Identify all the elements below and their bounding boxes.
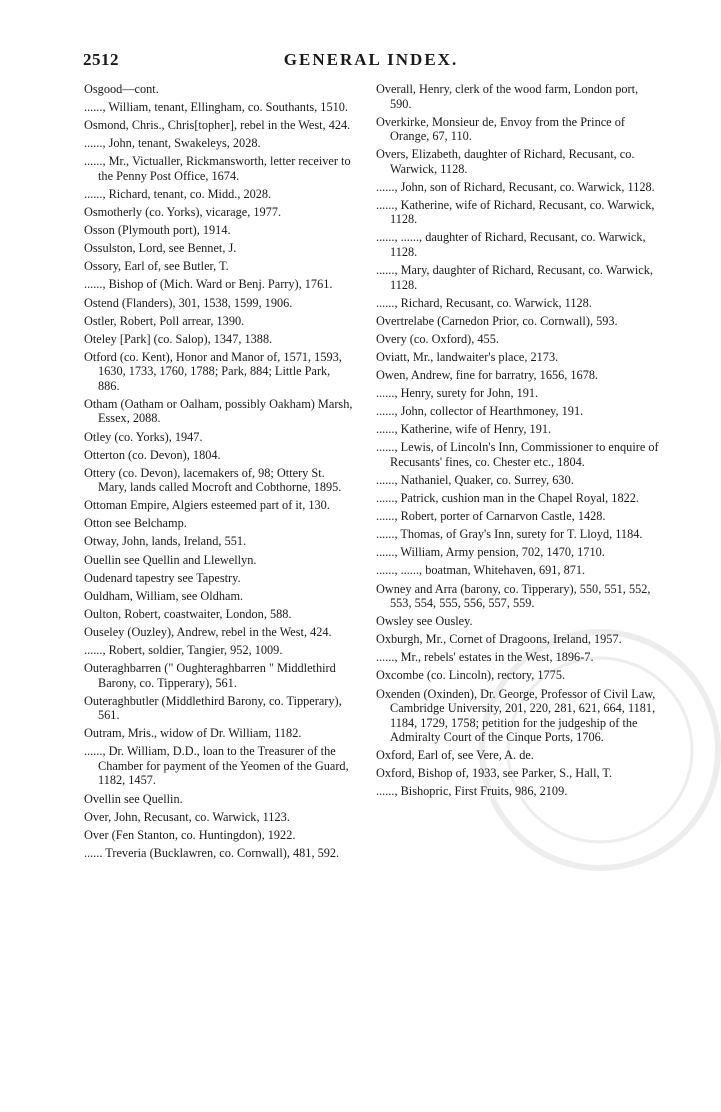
right-index-entry: ......, Thomas, of Gray's Inn, surety for T. Lloyd, 1184. xyxy=(376,527,643,542)
right-index-entry: Owen, Andrew, fine for barratry, 1656, 1678. xyxy=(376,368,599,383)
right-index-entry: Overall, Henry, clerk of the wood farm, London port, 590. xyxy=(376,82,639,111)
right-index-entry: Owney and Arra (barony, co. Tipperary), 550, 551, 552, 553, 554, 555, 556, 557, 559. xyxy=(376,581,651,611)
left-index-entry: Ossory, Earl of, see Butler, T. xyxy=(84,259,229,274)
left-index-entry: Osmotherly (co. Yorks), vicarage, 1977. xyxy=(84,205,282,220)
left-index-entry: Otterton (co. Devon), 1804. xyxy=(84,447,221,462)
left-index-entry: Over, John, Recusant, co. Warwick, 1123. xyxy=(84,809,290,824)
left-index-entry: ......, Mr., Victualler, Rickmansworth, letter receiver to the Penny Post Office, 1674. xyxy=(84,154,351,183)
left-index-entry: Outeraghbarren (" Oughteraghbarren " Middlethird Barony, co. Tipperary), 561. xyxy=(84,661,336,690)
right-index-entry: Owsley see Ousley. xyxy=(376,614,473,629)
left-index-entry: Ovellin see Quellin. xyxy=(84,791,183,806)
left-index-entry: Oulton, Robert, coastwaiter, London, 588. xyxy=(84,606,292,621)
right-index-entry: ......, Henry, surety for John, 191. xyxy=(376,386,539,401)
right-index-entry: ......, Nathaniel, Quaker, co. Surrey, 630. xyxy=(376,473,574,487)
left-index-entry: Otham (Oatham or Oalham, possibly Oakham) Marsh, Essex, 2088. xyxy=(84,396,353,426)
left-index-entry: Osson (Plymouth port), 1914. xyxy=(84,223,231,238)
left-index-entry: ......, John, tenant, Swakeleys, 2028. xyxy=(84,136,261,151)
left-index-entry: Ouseley (Ouzley), Andrew, rebel in the West, 424. xyxy=(84,624,332,639)
left-index-entry: Oudenard tapestry see Tapestry. xyxy=(84,570,241,585)
right-index-entry: ......, William, Army pension, 702, 1470, 1710. xyxy=(376,545,605,560)
right-index-entry: ......, Katherine, wife of Henry, 191. xyxy=(376,422,552,437)
left-index-entry: ......, Bishop of (Mich. Ward or Benj. Parry), 1761. xyxy=(84,277,333,292)
page-title: GENERAL INDEX. xyxy=(283,50,459,69)
left-index-entry: Otway, John, lands, Ireland, 551. xyxy=(84,534,247,549)
right-index-entry: ......, Lewis, of Lincoln's Inn, Commissioner to enquire of Recusants' fines, co. Chester etc., 1804. xyxy=(376,440,659,469)
right-index-entry: Overy (co. Oxford), 455. xyxy=(376,331,499,346)
right-index-entry: Oviatt, Mr., landwaiter's place, 2173. xyxy=(376,349,559,364)
left-index-entry: ......, Robert, soldier, Tangier, 952, 1009. xyxy=(84,643,283,658)
right-index-entry: ......, Katherine, wife of Richard, Recusant, co. Warwick, 1128. xyxy=(376,197,655,227)
right-index-entry: ......, Mr., rebels' estates in the West, 1896-7. xyxy=(376,650,594,665)
left-index-entry: Outram, Mris., widow of Dr. William, 1182. xyxy=(84,726,302,741)
left-index-entry: Osgood—cont. xyxy=(84,82,159,96)
left-index-entry: Over (Fen Stanton, co. Huntingdon), 1922. xyxy=(84,827,296,842)
page-number: 2512 xyxy=(83,50,119,69)
right-column xyxy=(376,82,660,802)
left-index-entry: Otford (co. Kent), Honor and Manor of, 1571, 1593, 1630, 1733, 1760, 1788; Park, 884; Little Park, 886. xyxy=(84,349,342,393)
right-index-entry: Oxenden (Oxinden), Dr. George, Professor of Civil Law, Cambridge University, 201, 220, 281, 621, 664, 1181, 1184, 1729, 1758; petition for the judgeship of the Admiralty Court of the Cinque Ports, 1706. xyxy=(376,686,656,745)
left-index-entry: Ottoman Empire, Algiers esteemed part of it, 130. xyxy=(84,498,330,513)
right-index-entry: ......, Bishopric, First Fruits, 986, 2109. xyxy=(376,784,568,799)
right-index-entry: ......, Richard, Recusant, co. Warwick, 1128. xyxy=(376,295,592,310)
left-index-entry: Ouellin see Quellin and Llewellyn. xyxy=(84,552,257,567)
left-index-entry: Ostend (Flanders), 301, 1538, 1599, 1906. xyxy=(84,295,293,310)
left-index-entry: Oteley [Park] (co. Salop), 1347, 1388. xyxy=(84,331,273,346)
right-index-entry: ......, John, collector of Hearthmoney, 191. xyxy=(376,404,584,419)
right-index-entry: Oxford, Earl of, see Vere, A. de. xyxy=(376,748,534,763)
left-index-entry: ......, William, tenant, Ellingham, co. Southants, 1510. xyxy=(84,100,348,115)
page-header xyxy=(83,50,659,74)
left-index-entry: Ouldham, William, see Oldham. xyxy=(84,588,244,603)
right-index-entry: Overtrelabe (Carnedon Prior, co. Cornwall), 593. xyxy=(376,313,618,328)
left-index-entry: Ossulston, Lord, see Bennet, J. xyxy=(84,241,237,256)
left-index-entry: Osmond, Chris., Chris[topher], rebel in the West, 424. xyxy=(84,118,351,133)
right-index-entry: Overkirke, Monsieur de, Envoy from the Prince of Orange, 67, 110. xyxy=(376,114,625,144)
right-index-entry: Oxford, Bishop of, 1933, see Parker, S., Hall, T. xyxy=(376,766,613,781)
right-index-entry: ......, ......, boatman, Whitehaven, 691, 871. xyxy=(376,563,586,578)
left-index-entry: Otton see Belchamp. xyxy=(84,516,187,531)
left-index-entry: ......, Dr. William, D.D., loan to the Treasurer of the Chamber for payment of the Yeomen of the Guard, 1182, 1457. xyxy=(84,744,349,788)
right-index-entry: ......, Robert, porter of Carnarvon Castle, 1428. xyxy=(376,509,606,524)
left-index-entry: ...... Treveria (Bucklawren, co. Cornwall), 481, 592. xyxy=(84,845,340,860)
left-index-entry: Otley (co. Yorks), 1947. xyxy=(84,429,203,444)
left-index-entry: Ostler, Robert, Poll arrear, 1390. xyxy=(84,313,245,328)
right-index-entry: Oxburgh, Mr., Cornet of Dragoons, Ireland, 1957. xyxy=(376,632,622,647)
right-index-entry: Oxcombe (co. Lincoln), rectory, 1775. xyxy=(376,668,566,683)
right-index-entry: Overs, Elizabeth, daughter of Richard, Recusant, co. Warwick, 1128. xyxy=(376,147,635,176)
left-index-entry: ......, Richard, tenant, co. Midd., 2028. xyxy=(84,186,272,201)
left-index-entry: Ottery (co. Devon), lacemakers of, 98; Ottery St. Mary, lands called Mocroft and Cobthorne, 1895. xyxy=(84,465,342,495)
left-index-entry: Outeraghbutler (Middlethird Barony, co. Tipperary), 561. xyxy=(84,693,342,723)
left-column xyxy=(84,82,354,864)
right-index-entry: ......, ......, daughter of Richard, Recusant, co. Warwick, 1128. xyxy=(376,230,646,259)
right-index-entry: ......, Mary, daughter of Richard, Recusant, co. Warwick, 1128. xyxy=(376,263,653,292)
right-index-entry: ......, John, son of Richard, Recusant, co. Warwick, 1128. xyxy=(376,179,655,194)
right-index-entry: ......, Patrick, cushion man in the Chapel Royal, 1822. xyxy=(376,491,639,506)
